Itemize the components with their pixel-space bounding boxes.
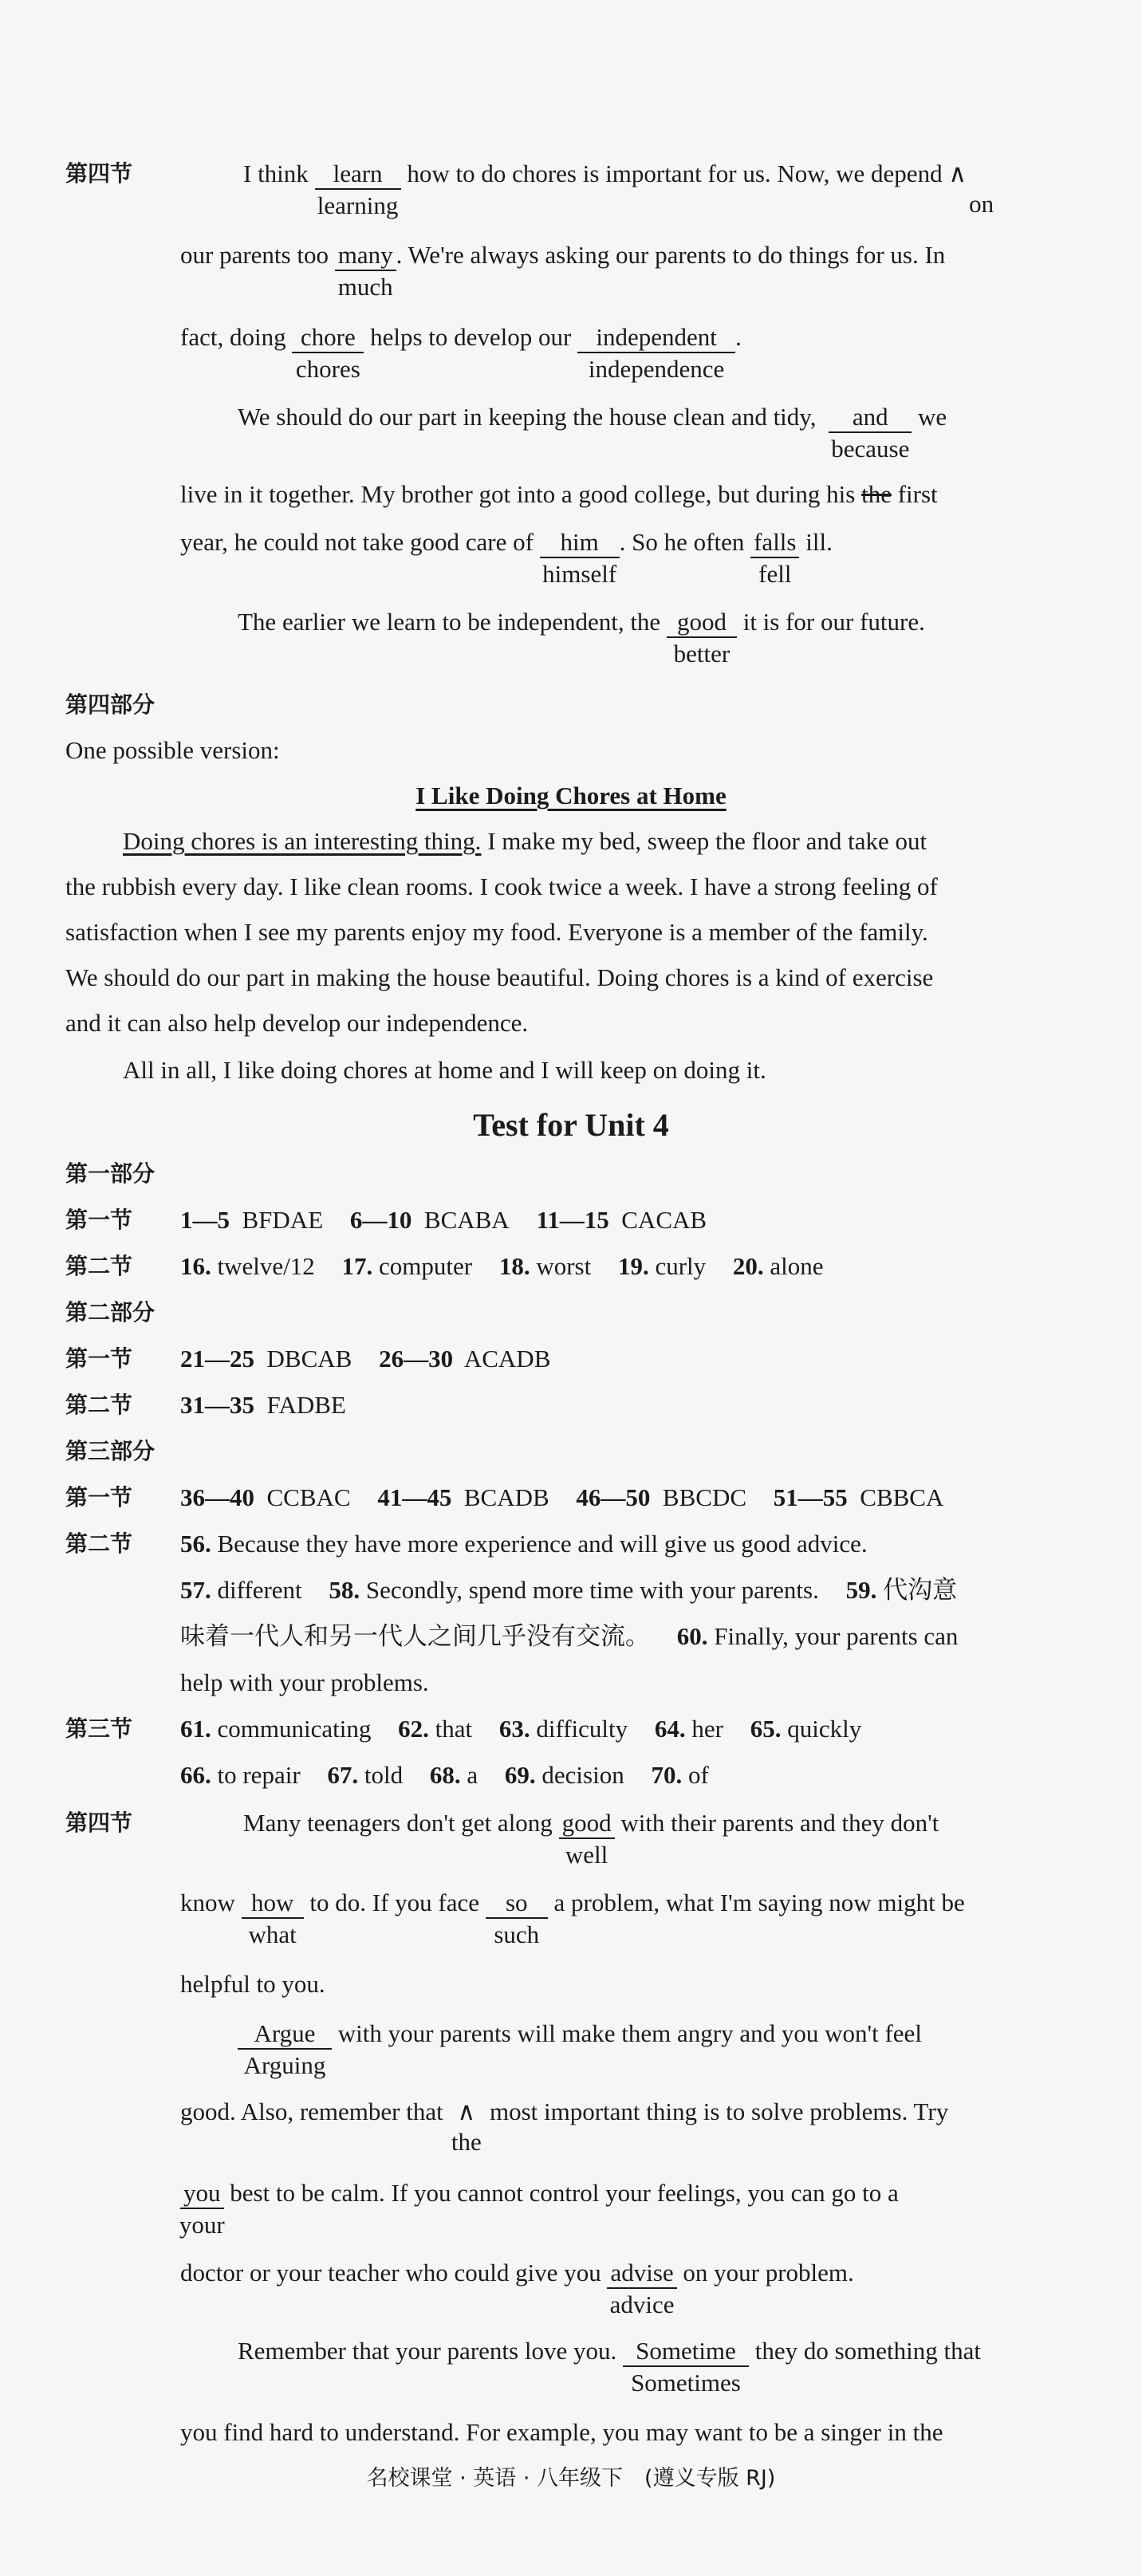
answer-row: 66. to repair 67. told 68. a 69. decision 70. of — [180, 1761, 709, 1789]
text-line: you your best to be calm. If you cannot control your feelings, you can go to a — [179, 2179, 899, 2239]
essay-line: Doing chores is an interesting thing. I make my bed, sweep the floor and take out — [123, 827, 927, 855]
text-line: our parents too many much . We're always asking our parents to do things for us. In — [180, 241, 946, 301]
essay-title: I Like Doing Chores at Home — [415, 782, 727, 809]
part-label: 第二部分 — [65, 1299, 156, 1325]
section-label: 第二节 — [65, 1392, 133, 1418]
answer-row: 57. different 58. Secondly, spend more time with your parents. 59. 代沟意 — [180, 1576, 958, 1605]
correction: falls fell — [750, 528, 799, 558]
section-label: 第一节 — [65, 1345, 133, 1372]
answer-row: 61. communicating 62. that 63. difficulty 64. her 65. quickly — [180, 1715, 862, 1743]
answer-row: 36—40 CCBAC 41—45 BCADB 46—50 BBCDC 51—55 CBBCA — [180, 1483, 944, 1511]
answer-row: 21—25 DBCAB 26—30 ACADB — [180, 1345, 551, 1373]
text-line: We should do our part in keeping the house clean and tidy, and because we — [238, 403, 947, 463]
part-label: 第四部分 — [65, 691, 156, 718]
section-label: 第四节 — [65, 160, 133, 187]
correction: many much — [335, 241, 396, 271]
text-line: doctor or your teacher who could give you advise advice on your problem. — [180, 2259, 854, 2318]
text-line: I think learn learning how to do chores is important for us. Now, we depend ∧ on — [243, 160, 994, 219]
deleted-word: the — [861, 480, 892, 508]
correction: and because — [829, 403, 912, 433]
section-label: 第一节 — [65, 1484, 133, 1511]
answer-row: 味着一代人和另一代人之间几乎没有交流。 60. Finally, your parents can — [180, 1622, 959, 1651]
section-label: 第二节 — [65, 1530, 133, 1557]
correction: you your — [179, 2179, 225, 2239]
correction: how what — [242, 1889, 304, 1919]
answer-row: 31—35 FADBE — [180, 1391, 346, 1419]
correction: good well — [559, 1809, 615, 1839]
section-label: 第一节 — [65, 1207, 133, 1233]
correction: chore chores — [292, 323, 364, 353]
text-line: good. Also, remember that ∧ the most important thing is to solve problems. Try — [180, 2097, 949, 2156]
correction: Sometime Sometimes — [623, 2337, 749, 2367]
correction: so such — [486, 1889, 548, 1919]
text-line: The earlier we learn to be independent, the good better it is for our future. — [238, 608, 925, 668]
answer-row: help with your problems. — [180, 1668, 429, 1696]
correction: learn learning — [315, 160, 401, 190]
correction: him himself — [540, 528, 620, 558]
text-line: live in it together. My brother got into a good college, but during his the first — [180, 480, 938, 508]
text-line: helpful to you. — [180, 1970, 325, 1998]
text-line: Many teenagers don't get along good well with their parents and they don't — [243, 1809, 939, 1869]
correction: good better — [667, 608, 737, 638]
text-line: Argue Arguing with your parents will make them angry and you won't feel — [238, 2018, 922, 2050]
text-line: fact, doing chore chores helps to develop our independent independence . — [180, 323, 742, 383]
part-label: 第一部分 — [65, 1160, 156, 1187]
essay-line: We should do our part in making the house beautiful. Doing chores is a kind of exercise — [65, 963, 934, 991]
text-line: Remember that your parents love you. Sometime Sometimes they do something that — [238, 2337, 981, 2397]
correction: independent independence — [577, 323, 735, 353]
essay-line: All in all, I like doing chores at home and I will keep on doing it. — [123, 1056, 766, 1084]
essay-line: the rubbish every day. I like clean rooms. I cook twice a week. I have a strong feeling of — [65, 872, 938, 900]
insert-mark: ∧ the — [451, 2097, 482, 2156]
page-footer: 名校课堂 · 英语 · 八年级下 (遵义专版 RJ) — [366, 2466, 776, 2491]
answer-row: 1—5 BFDAE 6—10 BCABA 11—15 CACAB — [180, 1206, 707, 1234]
answer-row: 16. twelve/12 17. computer 18. worst 19. curly 20. alone — [180, 1252, 824, 1280]
section-label: 第二节 — [65, 1253, 133, 1279]
unit-title: Test for Unit 4 — [473, 1107, 669, 1143]
text-line: know how what to do. If you face so such a problem, what I'm saying now might be — [180, 1889, 965, 1948]
essay-line: satisfaction when I see my parents enjoy my food. Everyone is a member of the family. — [65, 918, 928, 946]
version-label: One possible version: — [65, 736, 280, 764]
part-label: 第三部分 — [65, 1438, 156, 1464]
essay-line: and it can also help develop our independence. — [65, 1009, 529, 1037]
answer-row: 56. Because they have more experience and will give us good advice. — [180, 1530, 868, 1558]
correction: Argue Arguing — [238, 2019, 332, 2050]
text-line: year, he could not take good care of him himself . So he often falls fell ill. — [180, 528, 833, 588]
text-line: you find hard to understand. For example, you may want to be a singer in the — [180, 2418, 943, 2446]
insert-mark: ∧ on — [948, 160, 994, 218]
section-label: 第四节 — [65, 1810, 133, 1836]
correction: advise advice — [607, 2259, 676, 2289]
section-label: 第三节 — [65, 1715, 133, 1742]
